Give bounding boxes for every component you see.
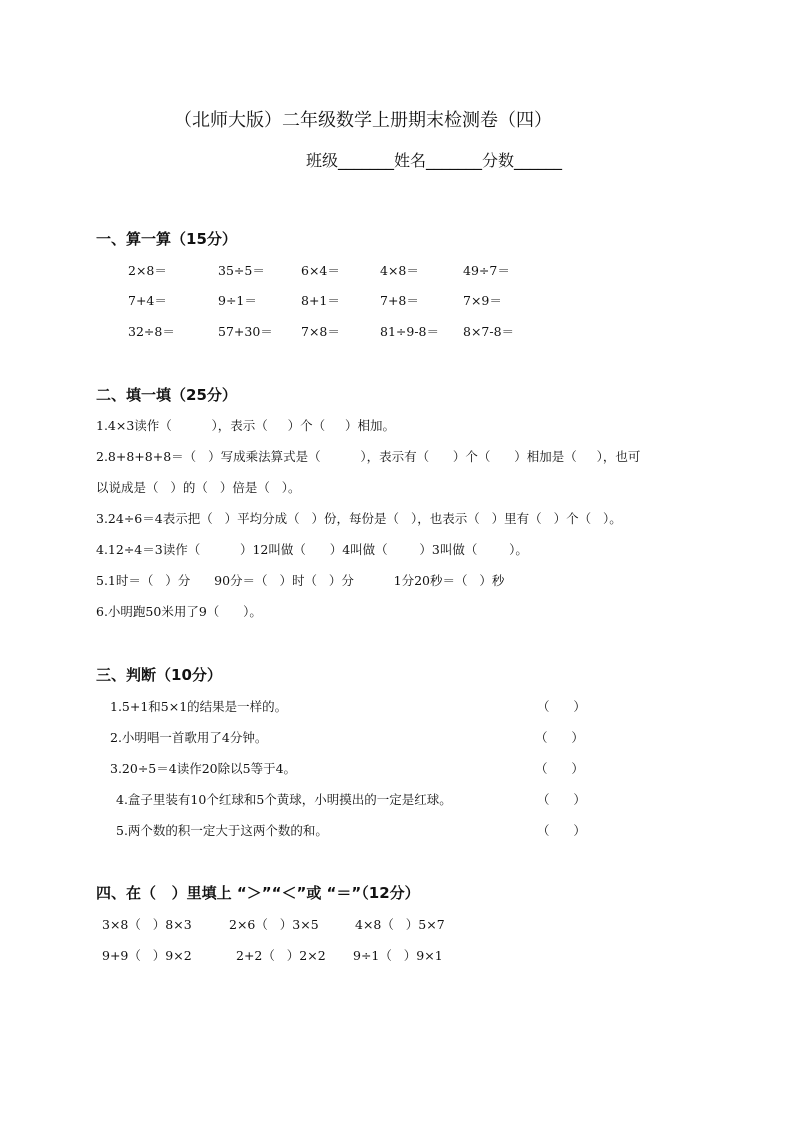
calc-item: 49÷7＝ [463, 263, 510, 278]
compare-item: 2+2（ ）2×2 [236, 948, 326, 963]
judge-answer-blank: （ ） [537, 823, 586, 838]
judge-item: 3.20÷5＝4读作20除以5等于4。 [110, 761, 297, 776]
calc-item: 6×4＝ [301, 263, 340, 278]
fill-line: 5.1时＝（ ）分 90分＝（ ）时（ ）分 1分20秒＝（ ）秒 [96, 573, 505, 588]
fill-line: 1.4×3读作（ ），表示（ ）个（ ）相加。 [96, 418, 396, 433]
compare-item: 4×8（ ）5×7 [355, 917, 445, 932]
calc-item: 7+4＝ [128, 293, 167, 308]
judge-answer-blank: （ ） [537, 699, 586, 714]
section-3-heading: 三、判断（10分） [96, 666, 222, 684]
calc-item: 4×8＝ [380, 263, 419, 278]
calc-item: 57+30＝ [218, 324, 273, 339]
calc-item: 7×8＝ [301, 324, 340, 339]
judge-item: 1.5+1和5×1的结果是一样的。 [110, 699, 288, 714]
calc-item: 8+1＝ [301, 293, 340, 308]
judge-item: 4.盒子里装有10个红球和5个黄球，小明摸出的一定是红球。 [116, 792, 452, 807]
calc-item: 8×7-8＝ [463, 324, 515, 339]
compare-item: 3×8（ ）8×3 [102, 917, 192, 932]
fill-line: 6.小明跑50米用了9（ ）。 [96, 604, 262, 619]
section-1-heading: 一、算一算（15分） [96, 230, 237, 248]
judge-answer-blank: （ ） [535, 761, 584, 776]
compare-item: 9÷1（ ）9×1 [353, 948, 443, 963]
fill-line: 4.12÷4＝3读作（ ）12叫做（ ）4叫做（ ）3叫做（ ）。 [96, 542, 528, 557]
judge-item: 5.两个数的积一定大于这两个数的和。 [116, 823, 328, 838]
judge-item: 2.小明唱一首歌用了4分钟。 [110, 730, 268, 745]
section-4-heading: 四、在（ ）里填上 “＞”“＜”或 “＝”（12分） [96, 884, 420, 902]
judge-answer-blank: （ ） [537, 792, 586, 807]
compare-item: 9+9（ ）9×2 [102, 948, 192, 963]
calc-item: 2×8＝ [128, 263, 167, 278]
calc-item: 35÷5＝ [218, 263, 265, 278]
calc-item: 9÷1＝ [218, 293, 257, 308]
page-title: （北师大版）二年级数学上册期末检测卷（四） [174, 110, 552, 131]
calc-item: 81÷9-8＝ [380, 324, 440, 339]
fill-line: 3.24÷6＝4表示把（ ）平均分成（ ）份，每份是（ ），也表示（ ）里有（ ）个（ ）。 [96, 511, 622, 526]
calc-item: 7×9＝ [463, 293, 502, 308]
judge-answer-blank: （ ） [535, 730, 584, 745]
calc-item: 32÷8＝ [128, 324, 175, 339]
section-2-heading: 二、填一填（25分） [96, 386, 237, 404]
fill-line: 2.8+8+8+8＝（ ）写成乘法算式是（ ），表示有（ ）个（ ）相加是（ ），也可 [96, 449, 641, 464]
fill-line: 以说成是（ ）的（ ）倍是（ ）。 [96, 480, 301, 495]
student-info-line: 班级_______姓名_______分数______ [306, 151, 563, 170]
calc-item: 7+8＝ [380, 293, 419, 308]
compare-item: 2×6（ ）3×5 [229, 917, 319, 932]
